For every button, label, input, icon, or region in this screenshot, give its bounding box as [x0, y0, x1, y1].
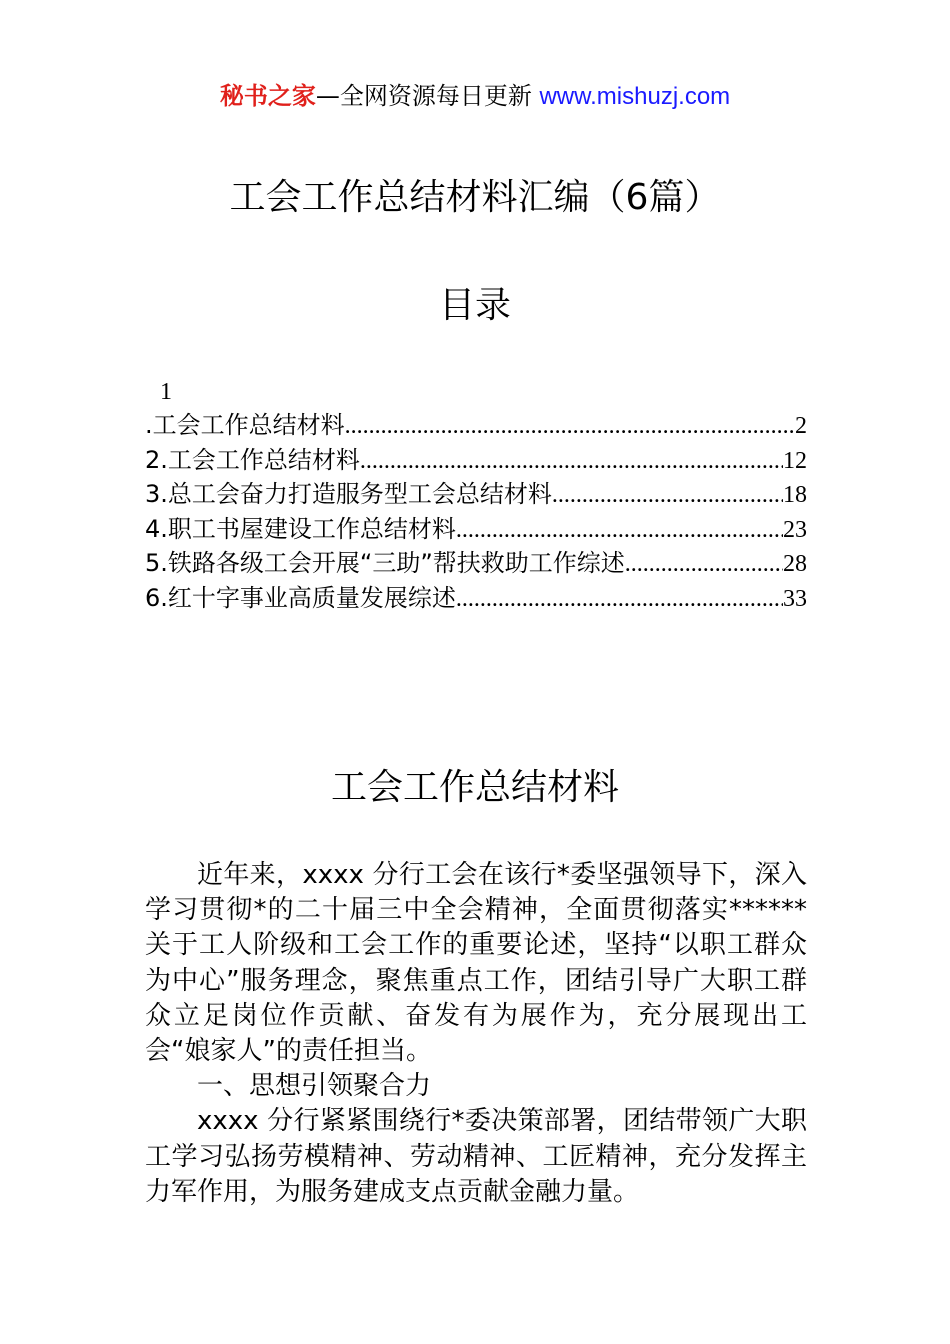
toc-leader-dots [456, 513, 783, 548]
toc-entry-label: 2.工会工作总结材料 [145, 445, 360, 474]
toc-entry-page: 28 [783, 551, 807, 578]
toc-entry[interactable] [145, 477, 807, 512]
toc-leader-dots [345, 409, 795, 444]
body-paragraph: 近年来，xxxx 分行工会在该行*委坚强领导下，深入学习贯彻*的二十届三中全会精神，全面贯彻落实******关于工人阶级和工会工作的重要论述，坚持“以职工群众为中心”服务理念，聚焦重点工作，团结引导广大职工群众立足岗位作贡献、奋发有为展作为，充分展现出工会“娘家人”的责任担当。 [145, 860, 807, 1067]
toc-entry-label: 3.总工会奋力打造服务型工会总结材料 [145, 480, 552, 509]
toc-entry-label: 5.铁路各级工会开展“三助”帮扶救助工作综述 [145, 549, 625, 578]
site-url[interactable]: www.mishuzj.com [539, 83, 731, 110]
toc-first-number: 1 [160, 379, 172, 405]
section-title: 工会工作总结材料 [330, 767, 619, 808]
toc-entry[interactable] [145, 512, 807, 547]
toc-leader-dots [552, 478, 783, 513]
toc-entry[interactable] [145, 546, 807, 581]
document-title: 工会工作总结材料汇编（6篇） [229, 177, 721, 218]
toc-leader-dots [625, 547, 783, 582]
toc-leader-dots [456, 582, 783, 617]
toc-entry-page: 33 [783, 585, 807, 612]
site-header [0, 80, 950, 113]
toc-entry-label: 6.红十字事业高质量发展综述 [145, 583, 456, 612]
toc-entry-page: 23 [783, 516, 807, 543]
toc-entry[interactable] [145, 581, 807, 616]
toc-entry-label: .工会工作总结材料 [145, 411, 345, 439]
body-paragraph: xxxx 分行紧紧围绕行*委决策部署，团结带领广大职工学习弘扬劳模精神、劳动精神、工匠精神，充分发挥主力军作用，为服务建成支点贡献金融力量。 [145, 1106, 807, 1207]
header-tagline: —全网资源每日更新 [315, 82, 540, 110]
toc-entry[interactable] [145, 443, 807, 478]
toc-entry-page: 18 [783, 482, 807, 509]
toc-entry-page: 12 [783, 447, 807, 474]
table-of-contents [145, 374, 807, 616]
section-body [145, 858, 807, 1210]
toc-entry[interactable] [145, 408, 807, 443]
brand-name: 秘书之家 [219, 82, 316, 110]
subheading: 一、思想引领聚合力 [197, 1071, 432, 1102]
toc-entry-page: 2 [795, 413, 807, 439]
toc-entry-label: 4.职工书屋建设工作总结材料 [145, 514, 456, 543]
toc-title: 目录 [438, 285, 511, 326]
toc-leader-dots [360, 444, 783, 479]
